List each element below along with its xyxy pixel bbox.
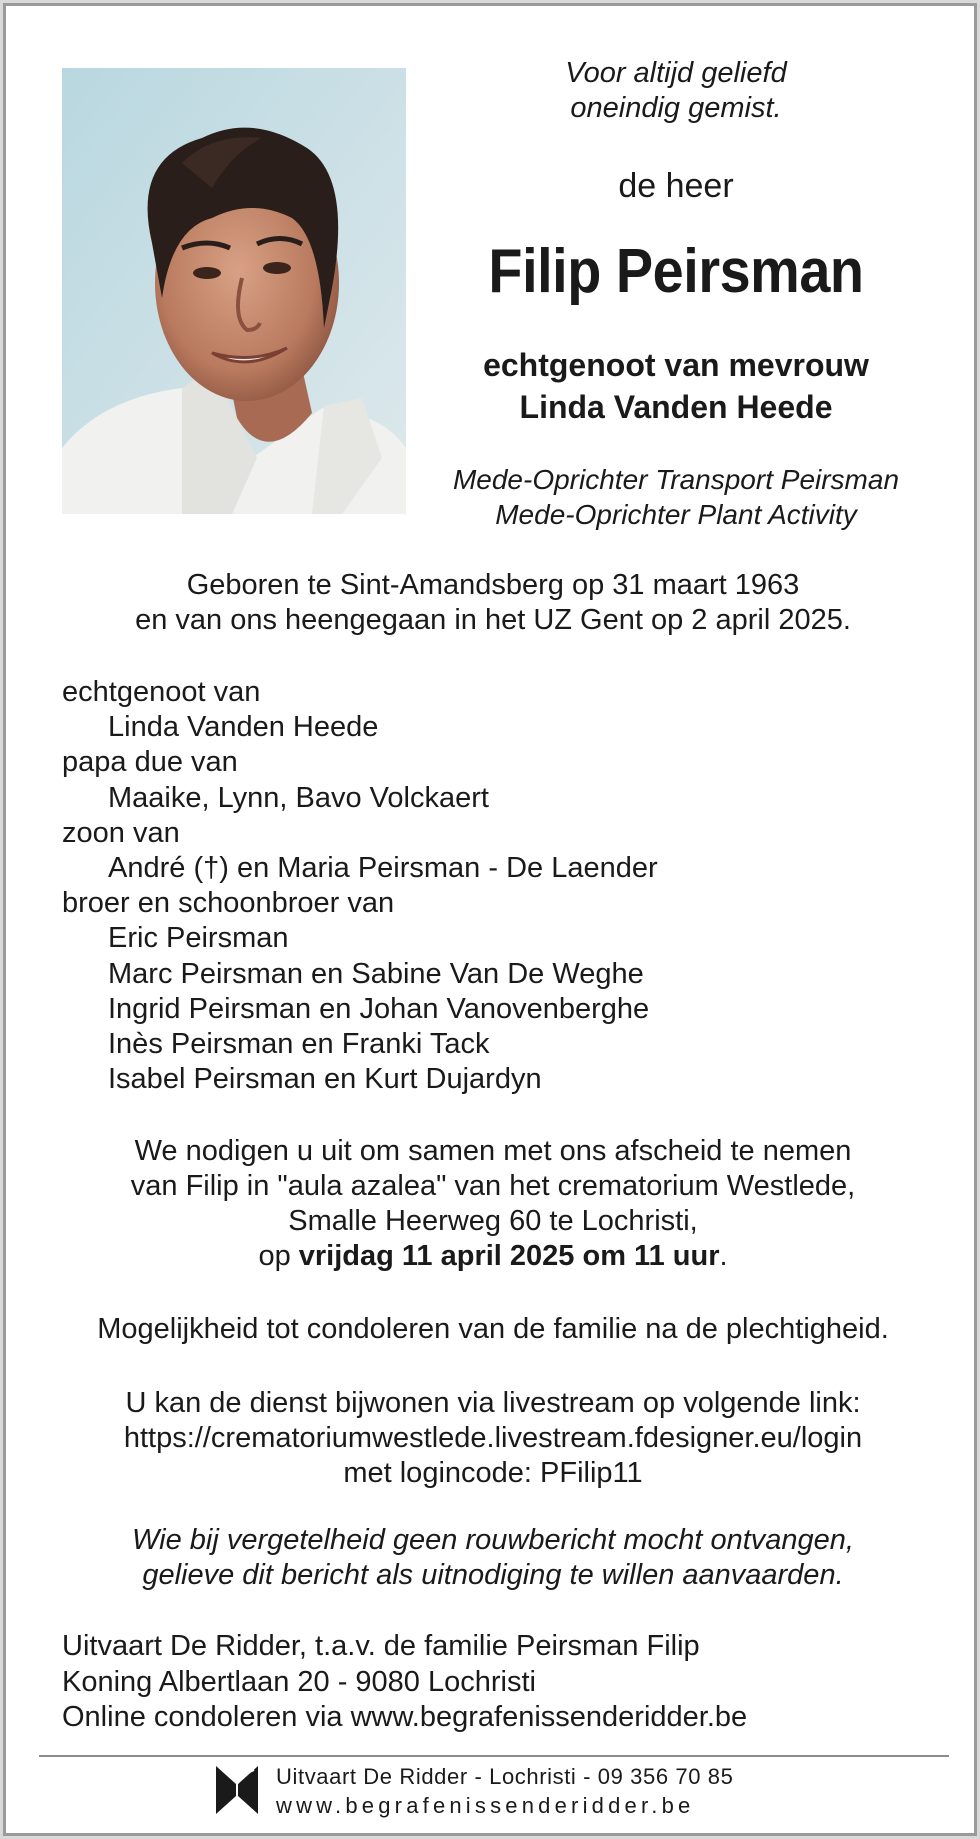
motto xyxy=(416,56,936,126)
footer-line: Uitvaart De Ridder - Lochristi - 09 356 70 85 xyxy=(276,1764,734,1789)
family-relation: papa due van xyxy=(62,746,238,779)
livestream-line: U kan de dienst bijwonen via livestream op volgende link: xyxy=(125,1387,861,1419)
family-member: Maaike, Lynn, Bavo Volckaert xyxy=(108,781,489,814)
motto-line: Voor altijd geliefd xyxy=(565,57,787,89)
footer-divider xyxy=(39,1755,949,1757)
date-prefix: op xyxy=(258,1240,299,1272)
roles xyxy=(406,462,946,532)
invitation-line: Smalle Heerweg 60 te Lochristi, xyxy=(288,1205,698,1237)
portrait-image xyxy=(62,68,406,514)
role-line: Mede-Oprichter Plant Activity xyxy=(495,499,857,530)
born-line: en van ons heengegaan in het UZ Gent op 2 april 2025. xyxy=(135,604,851,636)
honorific: de heer xyxy=(618,167,734,205)
invitation-date xyxy=(6,1239,980,1274)
undertaker-info xyxy=(62,1629,747,1736)
undertaker-line: Uitvaart De Ridder, t.a.v. de familie Peirsman Filip xyxy=(62,1630,700,1662)
livestream-link[interactable]: https://crematoriumwestlede.livestream.fdesigner.eu/login xyxy=(123,1422,863,1454)
funeral-invitation xyxy=(6,1134,980,1274)
invitation-line: We nodigen u uit om samen met ons afscheid te nemen xyxy=(134,1135,852,1167)
born-line: Geboren te Sint-Amandsberg op 31 maart 1963 xyxy=(186,569,800,601)
role-line: Mede-Oprichter Transport Peirsman xyxy=(452,464,900,495)
family-member: Inès Peirsman en Franki Tack xyxy=(108,1028,490,1061)
spouse-line: Linda Vanden Heede xyxy=(519,389,833,425)
family-relation: echtgenoot van xyxy=(62,676,261,708)
footer-contact xyxy=(276,1762,733,1820)
birth-death-statement xyxy=(6,568,980,638)
family-relation: broer en schoonbroer van xyxy=(62,887,395,920)
notice-line: Wie bij vergetelheid geen rouwbericht mocht ontvangen, xyxy=(132,1524,854,1556)
condolence-note: Mogelijkheid tot condoleren van de familie na de plechtigheid. xyxy=(97,1313,889,1345)
family-relation: zoon van xyxy=(62,816,180,849)
spouse-line: echtgenoot van mevrouw xyxy=(483,347,869,383)
invitation-line: van Filip in "aula azalea" van het crematorium Westlede, xyxy=(130,1170,856,1202)
family-member: Linda Vanden Heede xyxy=(108,711,379,744)
family-member: Eric Peirsman xyxy=(108,922,289,955)
portrait-photo xyxy=(62,68,406,514)
family-member: Marc Peirsman en Sabine Van De Weghe xyxy=(108,957,644,990)
deceased-name: Filip Peirsman xyxy=(488,237,864,306)
spouse-heading xyxy=(416,344,936,428)
family-list xyxy=(62,675,658,1097)
notice-line: gelieve dit bericht als uitnodiging te willen aanvaarden. xyxy=(142,1559,844,1591)
obituary-card xyxy=(3,3,977,1836)
undertaker-website[interactable]: Online condoleren via www.begrafenissenderidder.be xyxy=(62,1701,748,1733)
motto-line: oneindig gemist. xyxy=(570,92,782,124)
livestream-info xyxy=(6,1386,980,1491)
invitation-notice xyxy=(6,1523,980,1593)
date-bold: vrijdag 11 april 2025 om 11 uur xyxy=(298,1240,720,1272)
family-member: André (†) en Maria Peirsman - De Laender xyxy=(108,852,658,885)
undertaker-address: Koning Albertlaan 20 - 9080 Lochristi xyxy=(62,1665,536,1698)
footer-website[interactable]: www.begrafenissenderidder.be xyxy=(276,1793,695,1818)
date-suffix: . xyxy=(719,1240,728,1272)
family-member: Ingrid Peirsman en Johan Vanovenberghe xyxy=(108,992,650,1025)
livestream-code: met logincode: PFilip11 xyxy=(343,1457,643,1489)
funeral-home-logo-icon xyxy=(214,1764,260,1816)
family-member: Isabel Peirsman en Kurt Dujardyn xyxy=(108,1063,542,1096)
